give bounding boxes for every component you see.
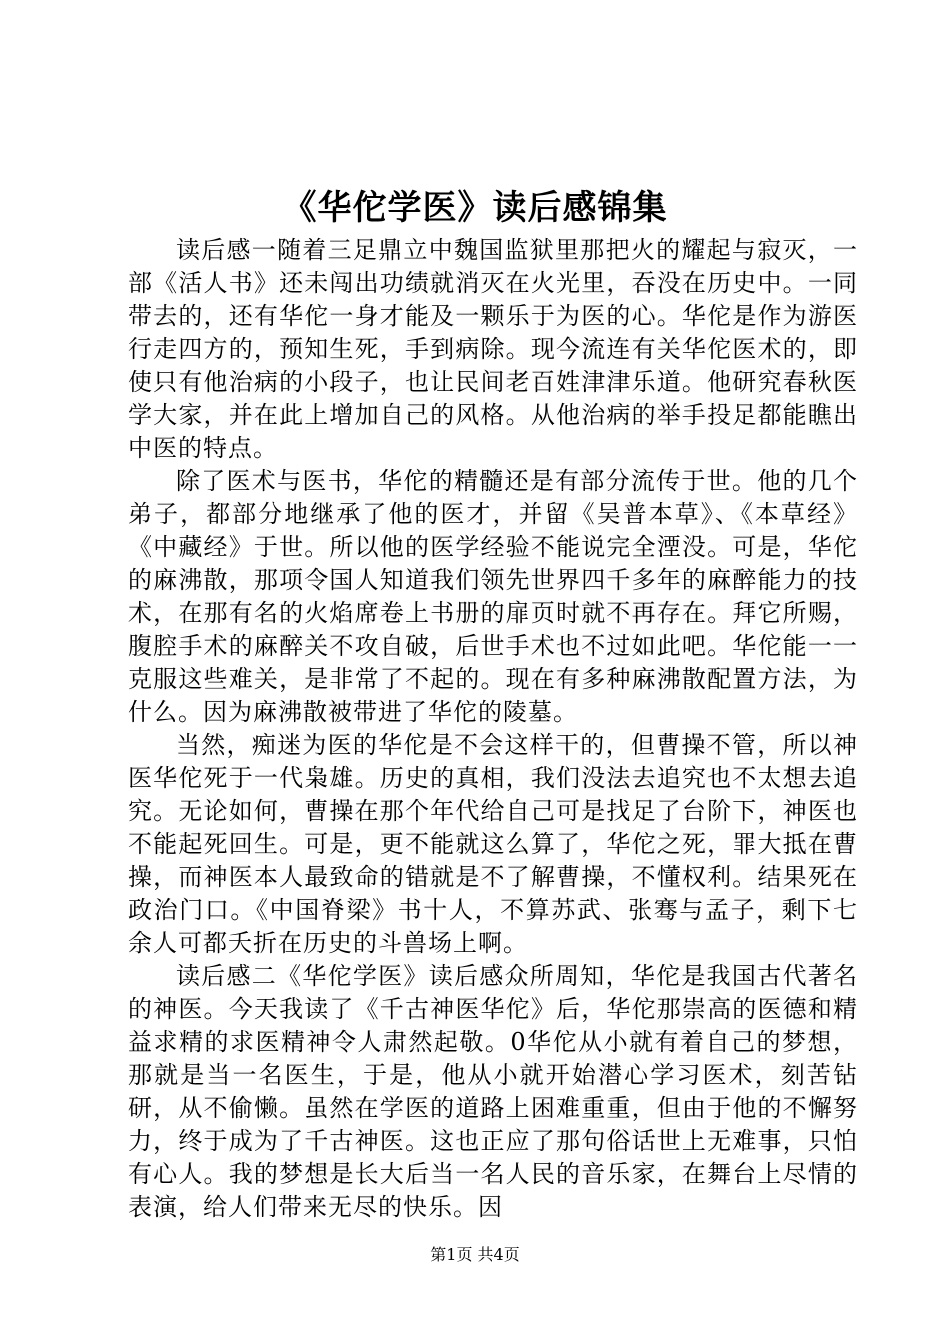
- document-title: 《华佗学医》读后感锦集: [282, 188, 668, 228]
- paragraph-2: 除了医术与医书，华佗的精髓还是有部分流传于世。他的几个弟子，都部分地继承了他的医才，并留《吴普本草》、《本草经》《中藏经》于世。所以他的医学经验不能说完全湮没。可是，华佗的麻沸散，那项令国人知道我们领先世界四千多年的麻醉能力的技术，在那有名的火焰席卷上书册的扉页时就不再存在。拜它所赐，腹腔手术的麻醉关不攻自破，后世手术也不过如此吧。华佗能一一克服这些难关，是非常了不起的。现在有多种麻沸散配置方法，为什么。因为麻沸散被带进了华佗的陵墓。: [128, 467, 858, 726]
- paragraph-4: 读后感二《华佗学医》读后感众所周知，华佗是我国古代著名的神医。今天我读了《千古神医华佗》后，华佗那崇高的医德和精益求精的求医精神令人肃然起敬。0华佗从小就有着自己的梦想，那就是当一名医生，于是，他从小就开始潜心学习医术，刻苦钻研，从不偷懒。虽然在学医的道路上困难重重，但由于他的不懈努力，终于成为了千古神医。这也正应了那句俗话世上无难事，只怕有心人。我的梦想是长大后当一名人民的音乐家，在舞台上尽情的表演，给人们带来无尽的快乐。因: [128, 962, 858, 1221]
- document-body: [128, 234, 858, 1224]
- page-number-footer: 第1页 共4页: [430, 1245, 520, 1264]
- paragraph-3: 当然，痴迷为医的华佗是不会这样干的，但曹操不管，所以神医华佗死于一代枭雄。历史的真相，我们没法去追究也不太想去追究。无论如何，曹操在那个年代给自己可是找足了台阶下，神医也不能起死回生。可是，更不能就这么算了，华佗之死，罪大抵在曹操，而神医本人最致命的错就是不了解曹操，不懂权利。结果死在政治门口。《中国脊梁》书十人，不算苏武、张骞与孟子，剩下七余人可都夭折在历史的斗兽场上啊。: [128, 731, 858, 957]
- paragraph-1: 读后感一随着三足鼎立中魏国监狱里那把火的耀起与寂灭，一部《活人书》还未闯出功绩就消灭在火光里，吞没在历史中。一同带去的，还有华佗一身才能及一颗乐于为医的心。华佗是作为游医行走四方的，预知生死，手到病除。现今流连有关华佗医术的，即使只有他治病的小段子，也让民间老百姓津津乐道。他研究春秋医学大家，并在此上增加自己的风格。从他治病的举手投足都能瞧出中医的特点。: [128, 236, 858, 462]
